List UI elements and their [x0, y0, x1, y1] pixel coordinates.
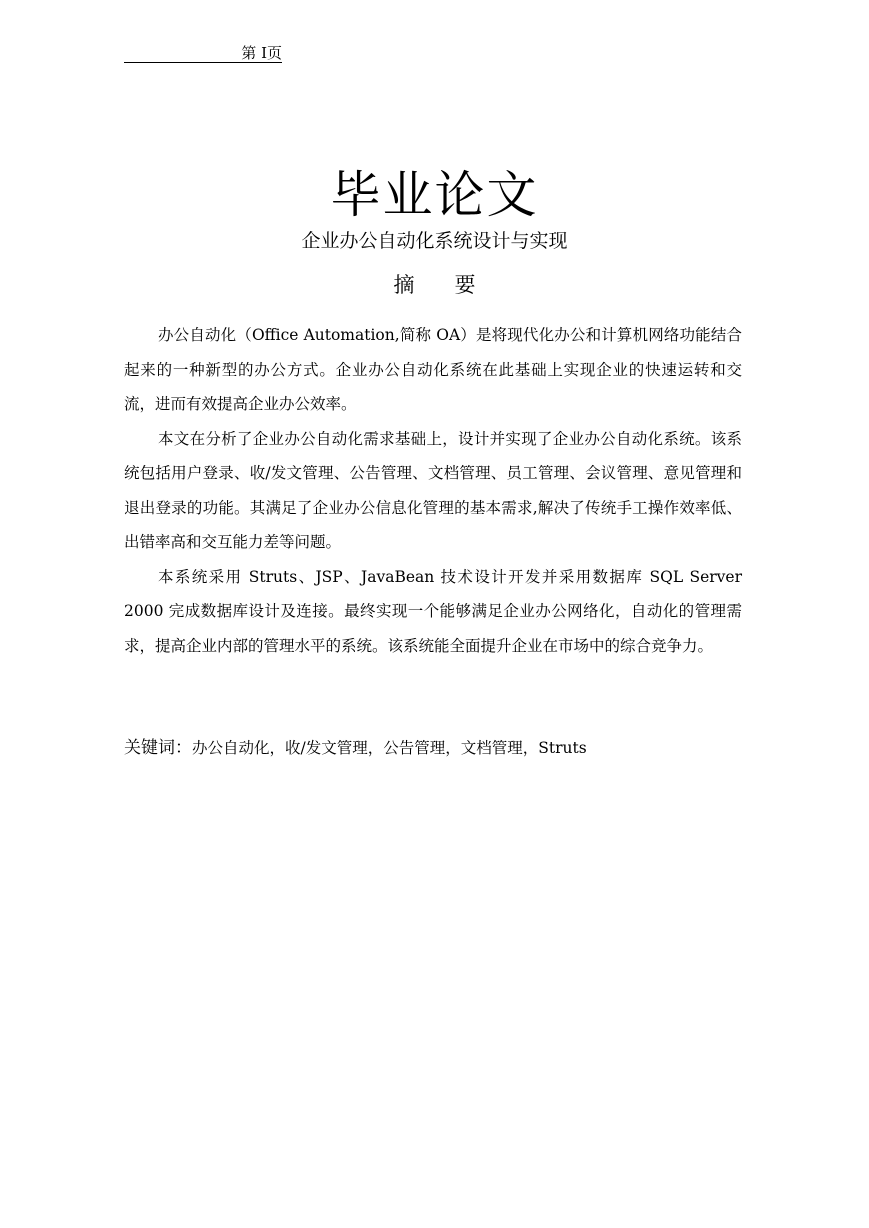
abstract-paragraph-2: 本文在分析了企业办公自动化需求基础上，设计并实现了企业办公自动化系统。该系统包括用户登录、收/发文管理、公告管理、文档管理、员工管理、会议管理、意见管理和退出登录的功能。其满足了企业办公信息化管理的基本需求,解决了传统手工操作效率低、出错率高和交互能力差等问题。 [124, 429, 742, 551]
thesis-subtitle: 企业办公自动化系统设计与实现 [301, 230, 568, 252]
document-title: 毕业论文 [330, 166, 539, 224]
abstract-paragraph-3: 本系统采用 Struts、JSP、JavaBean 技术设计开发并采用数据库 SQL Server 2000 完成数据库设计及连接。最终实现一个能够满足企业办公网络化，自动化的管理需求，提高企业内部的管理水平的系统。该系统能全面提升企业在市场中的综合竞争力。 [124, 567, 742, 655]
abstract-body [124, 318, 742, 663]
page-header [124, 44, 282, 63]
page-number: 第 I页 [241, 44, 282, 62]
keywords-value: 办公自动化，收/发文管理，公告管理，文档管理，Struts [192, 739, 587, 757]
abstract-heading: 摘要 [393, 273, 516, 297]
keywords-line [124, 733, 764, 763]
abstract-paragraph-1: 办公自动化（Office Automation,简称 OA）是将现代化办公和计算机网络功能结合起来的一种新型的办公方式。企业办公自动化系统在此基础上实现企业的快速运转和交流，进而有效提高企业办公效率。 [124, 326, 742, 413]
keywords-label: 关键词： [124, 738, 192, 758]
